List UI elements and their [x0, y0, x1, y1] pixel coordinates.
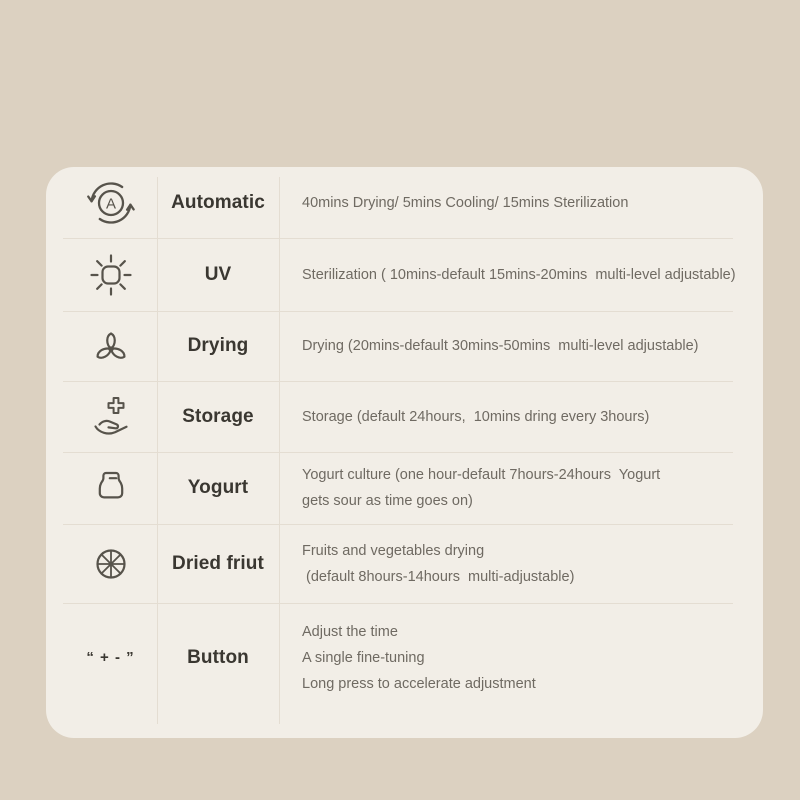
table-row — [46, 524, 763, 603]
row-description — [279, 381, 763, 452]
description-line: Long press to accelerate adjustment — [302, 675, 536, 692]
table-row — [46, 452, 763, 524]
letter-a-glyph: A — [105, 194, 116, 212]
row-description — [279, 238, 763, 311]
table-row — [46, 167, 763, 238]
yogurt-jar-icon — [46, 452, 157, 524]
uv-sun-icon — [46, 238, 157, 311]
description-line: Sterilization ( 10mins-default 15mins-20mins multi-level adjustable) — [302, 266, 736, 283]
row-description — [279, 311, 763, 381]
fan-icon — [46, 311, 157, 381]
feature-table — [46, 167, 763, 738]
row-label: Dried friut — [172, 552, 264, 574]
table-row — [46, 238, 763, 311]
table-row — [46, 381, 763, 452]
row-label: Drying — [187, 335, 249, 356]
auto-rotate-icon — [46, 167, 157, 238]
feature-table-card — [46, 167, 763, 738]
description-line: Yogurt culture (one hour-default 7hours-24hours Yogurt — [302, 467, 661, 483]
row-label: Storage — [182, 405, 254, 427]
description-line: (default 8hours-14hours multi-adjustable) — [302, 568, 575, 585]
description-line: gets sour as time goes on) — [302, 493, 473, 509]
description-line: Storage (default 24hours, 10mins dring every 3hours) — [302, 408, 650, 425]
citrus-slice-icon — [46, 524, 157, 603]
row-label: UV — [204, 263, 232, 285]
plus-minus-text: “ + - ” — [86, 649, 135, 666]
row-label: Yogurt — [187, 477, 249, 498]
row-description — [279, 603, 763, 712]
table-row — [46, 311, 763, 381]
description-line: A single fine-tuning — [302, 649, 425, 666]
row-label: Button — [187, 646, 249, 668]
description-line: Drying (20mins-default 30mins-50mins multi-level adjustable) — [302, 338, 699, 354]
table-row — [46, 603, 763, 738]
description-line: Fruits and vegetables drying — [302, 542, 485, 559]
row-description — [279, 167, 763, 238]
description-line: Adjust the time — [302, 623, 398, 640]
row-label: Automatic — [171, 191, 265, 213]
row-description — [279, 452, 763, 524]
plus-minus-buttons-label — [46, 603, 157, 712]
description-line: 40mins Drying/ 5mins Cooling/ 15mins Sterilization — [302, 194, 629, 211]
row-description — [279, 524, 763, 603]
hand-plus-icon — [46, 381, 157, 452]
